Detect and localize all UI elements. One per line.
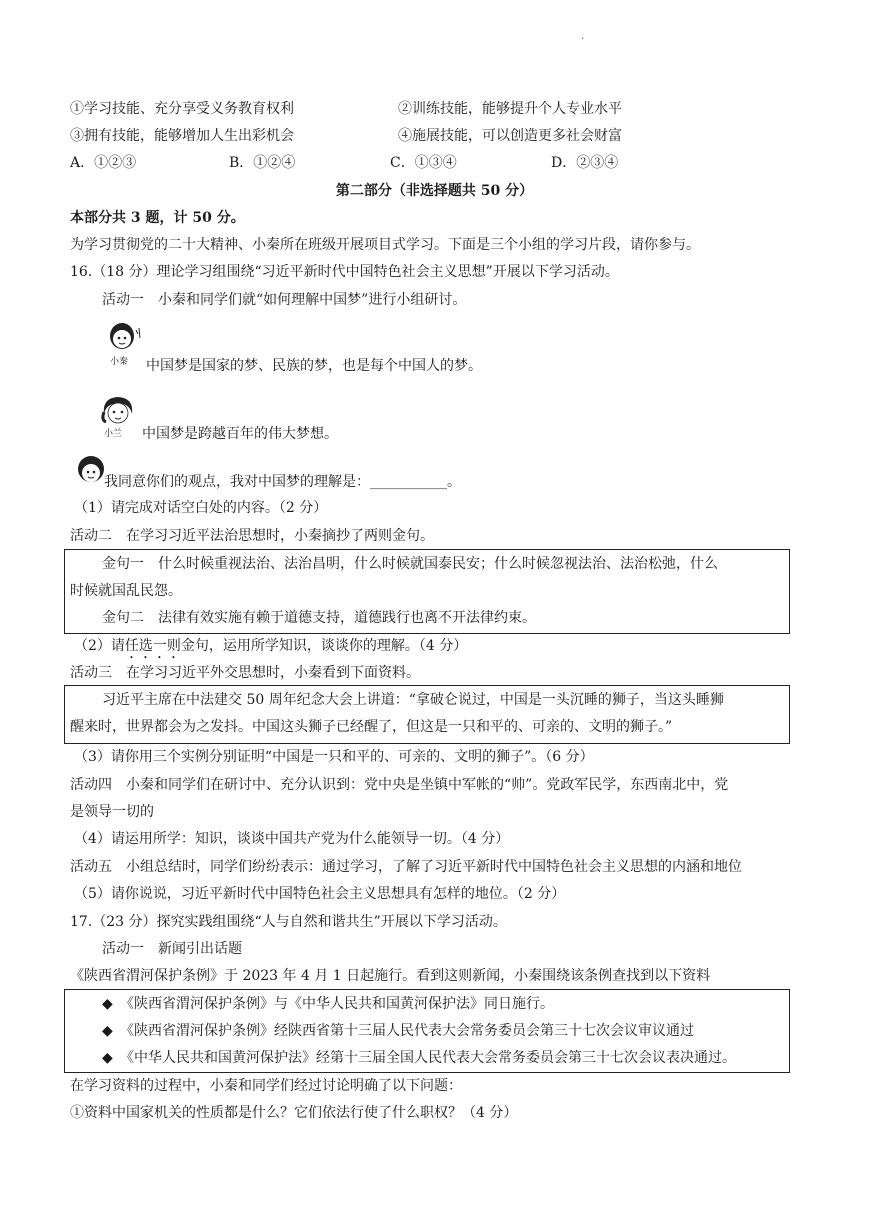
q16-activity-2: 活动二 在学习习近平法治思想时，小秦摘抄了两则金句。 [70, 528, 434, 544]
student-xiaoqin-avatar-icon [104, 320, 144, 368]
quote-1-line-2: 时候就国乱民怨。 [70, 583, 182, 599]
q16-stem: 16.（18 分）理论学习组围绕“习近平新时代中国特色社会主义思想”开展以下学习活动。 [70, 264, 619, 280]
student-xiaolan-avatar-icon [98, 392, 140, 440]
q16-sub-2 [74, 636, 467, 662]
speech-xiaolan: 中国梦是跨越百年的伟大梦想。 [142, 426, 338, 442]
page-top-mark: · [581, 34, 585, 45]
q16-sub-5: （5）请你说说，习近平新时代中国特色社会主义思想具有怎样的地位。（2 分） [74, 886, 566, 902]
q17-stem: 17.（23 分）探究实践组围绕“人与自然和谐共生”开展以下学习活动。 [70, 914, 507, 930]
q16-sub-3: （3）请你用三个实例分别证明“中国是一只和平的、可亲的、文明的狮子”。（6 分） [74, 749, 594, 765]
sub2-prefix: （2）请 [74, 638, 125, 654]
student-avatar-icon [74, 454, 108, 488]
q17-question-1: ①资料中国家机关的性质都是什么？它们依法行使了什么职权？（4 分） [70, 1105, 518, 1121]
q17-news: 《陕西省渭河保护条例》于 2023 年 4 月 1 日起施行。看到这则新闻，小秦围绕该条例查找到以下资料 [70, 968, 711, 984]
statement-2: ②训练技能，能够提升个人专业水平 [398, 101, 622, 117]
q16-sub-4: （4）请运用所学：知识，谈谈中国共产党为什么能领导一切。（4 分） [74, 831, 510, 847]
q16-activity-3: 活动三 在学习习近平外交思想时，小秦看到下面资料。 [70, 665, 420, 681]
statement-1: ①学习技能、充分享受义务教育权利 [70, 101, 294, 117]
q16-activity-1: 活动一 小秦和同学们就“如何理解中国梦”进行小组研讨。 [102, 292, 467, 308]
speech-me: 我同意你们的观点，我对中国梦的理解是：___________。 [104, 474, 461, 490]
option-d: D．②③④ [551, 155, 619, 171]
quote-3-line-1: 习近平主席在中法建交 50 周年纪念大会上讲道：“拿破仑说过，中国是一头沉睡的狮子，当这头睡狮 [102, 692, 724, 708]
option-c: C．①③④ [390, 155, 457, 171]
q17-activity-1: 活动一 新闻引出话题 [102, 941, 242, 957]
option-a: A．①②③ [70, 155, 137, 171]
sub2-suffix: 金句，运用所学知识，谈谈你的理解。（4 分） [180, 638, 468, 654]
material-item-3: ◆ 《中华人民共和国黄河保护法》经第十三届全国人民代表大会常务委员会第三十七次会议表决通过。 [102, 1050, 736, 1066]
speech-xiaoqin: 中国梦是国家的梦、民族的梦，也是每个中国人的梦。 [146, 358, 482, 374]
q16-activity-4-line-2: 是领导一切的 [70, 804, 154, 820]
part-title: 第二部分（非选择题共 50 分） [335, 183, 534, 199]
part-intro: 为学习贯彻党的二十大精神、小秦所在班级开展项目式学习。下面是三个小组的学习片段，请你参与。 [70, 237, 700, 253]
bullet-icon: ◆ [102, 1023, 113, 1039]
quote-1-line-1: 金句一 什么时候重视法治、法治昌明，什么时候就国泰民安；什么时候忽视法治、法治松弛，什么 [102, 556, 718, 572]
avatar-label: 小秦 [110, 357, 129, 367]
statement-4: ④施展技能，可以创造更多社会财富 [398, 128, 622, 144]
bullet-icon: ◆ [102, 996, 113, 1012]
avatar-label: 小兰 [104, 429, 123, 439]
q17-discuss: 在学习资料的过程中，小秦和同学们经过讨论明确了以下问题： [70, 1078, 462, 1094]
q16-activity-4-line-1: 活动四 小秦和同学们在研讨中、充分认识到：党中央是坐镇中军帐的“帅”。党政军民学，东西南北中，党 [70, 777, 729, 793]
sub2-emphasis: 任选一则 [124, 638, 181, 654]
material-item-1: ◆ 《陕西省渭河保护条例》与《中华人民共和国黄河保护法》同日施行。 [102, 996, 554, 1012]
option-b: B．①②④ [229, 155, 296, 171]
quote-3-line-2: 醒来时，世界都会为之发抖。中国这头狮子已经醒了，但这是一只和平的、可亲的、文明的狮子。” [70, 719, 673, 735]
part-subtitle: 本部分共 3 题，计 50 分。 [70, 210, 245, 226]
bullet-icon: ◆ [102, 1050, 113, 1066]
material-item-2: ◆ 《陕西省渭河保护条例》经陕西省第十三届人民代表大会常务委员会第三十七次会议审议通过 [102, 1023, 694, 1039]
q16-sub-1: （1）请完成对话空白处的内容。（2 分） [74, 500, 328, 516]
q16-activity-5: 活动五 小组总结时，同学们纷纷表示：通过学习，了解了习近平新时代中国特色社会主义思想的内涵和地位 [70, 859, 742, 875]
statement-3: ③拥有技能，能够增加人生出彩机会 [70, 128, 294, 144]
quote-2: 金句二 法律有效实施有赖于道德支持，道德践行也离不开法律约束。 [102, 610, 536, 626]
